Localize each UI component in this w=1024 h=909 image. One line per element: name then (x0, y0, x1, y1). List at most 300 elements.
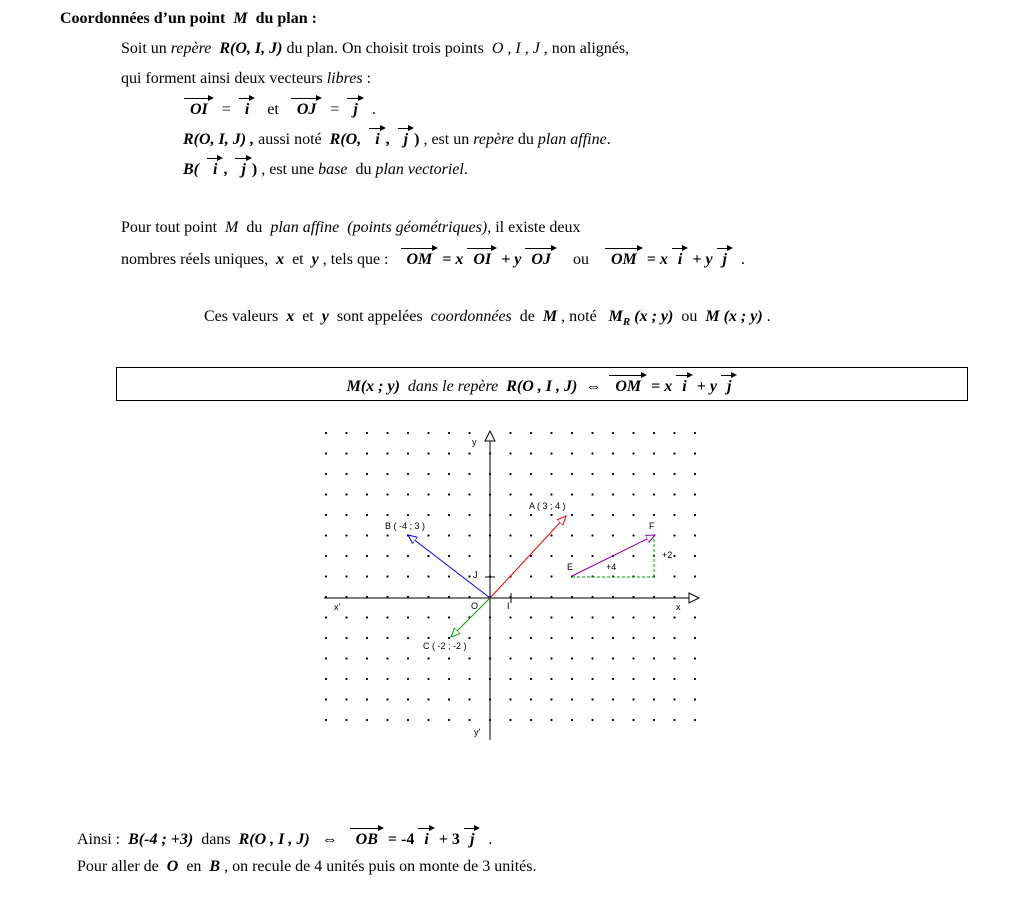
grid-dot (427, 555, 429, 557)
grid-dot (407, 616, 409, 618)
grid-dot (530, 473, 532, 475)
text: du (355, 161, 372, 178)
label-O: O (471, 601, 479, 611)
grid-dot (427, 473, 429, 475)
point-M: M (225, 219, 239, 236)
grid-dot (345, 719, 347, 721)
grid-dot (407, 678, 409, 680)
label-y-neg: y' (474, 727, 481, 737)
grid-dot (653, 452, 655, 454)
grid-dot (325, 637, 327, 639)
grid-dot (448, 534, 450, 536)
grid-dot (509, 452, 511, 454)
grid-dot (632, 452, 634, 454)
grid-dot (386, 534, 388, 536)
text: : (366, 70, 372, 87)
grid-dot (530, 493, 532, 495)
text: et (267, 101, 279, 118)
grid-dot (530, 637, 532, 639)
grid-dot (448, 657, 450, 659)
grid-dot (612, 452, 614, 454)
grid-dot (673, 678, 675, 680)
text: du plan. On choisit trois points (286, 40, 484, 57)
grid-dot (632, 657, 634, 659)
vector-j: j (398, 126, 414, 150)
grid-dot (694, 575, 696, 577)
grid-dot (366, 473, 368, 475)
text: , est un (423, 131, 470, 148)
grid-dot (612, 698, 614, 700)
vector-i: i (676, 373, 692, 397)
text: , noté (561, 308, 597, 325)
grid-dot (468, 473, 470, 475)
term-points-geometriques: (points géométriques) (347, 219, 488, 236)
text: de (519, 308, 535, 325)
grid-dot (591, 637, 593, 639)
grid-dot (325, 493, 327, 495)
grid-dot (694, 432, 696, 434)
grid-dot (366, 719, 368, 721)
grid-dot (448, 616, 450, 618)
grid-dot (673, 432, 675, 434)
grid-dot (530, 432, 532, 434)
text: ou (681, 308, 698, 325)
grid-dot (448, 514, 450, 516)
grid-dot (509, 473, 511, 475)
text: du (246, 219, 263, 236)
grid-dot (427, 534, 429, 536)
grid-dot (530, 534, 532, 536)
grid-dot (694, 473, 696, 475)
points-OIJ: O , I , J (491, 40, 540, 57)
grid-dot (448, 719, 450, 721)
label-A: A ( 3 ; 4 ) (529, 501, 566, 511)
vector-i: i (369, 126, 385, 150)
vector-OJ: OJ (291, 96, 323, 120)
grid-dot (632, 514, 634, 516)
grid-dot (386, 637, 388, 639)
grid-dot (673, 514, 675, 516)
grid-dot (427, 432, 429, 434)
grid-dot (571, 657, 573, 659)
text: Soit un (121, 40, 167, 57)
grid-dot (468, 719, 470, 721)
grid-dot (591, 493, 593, 495)
grid-dot (366, 616, 368, 618)
grid-dot (530, 657, 532, 659)
grid-dot (427, 575, 429, 577)
grid-dot (427, 637, 429, 639)
grid-dot (530, 575, 532, 577)
grid-dot (653, 473, 655, 475)
text: Ainsi : (77, 831, 121, 848)
text: . (741, 251, 745, 268)
equals: = (330, 101, 340, 118)
text: et (302, 308, 314, 325)
text: = x (646, 251, 668, 268)
grid-dot (530, 678, 532, 680)
grid-dot (407, 432, 409, 434)
grid-dot (571, 534, 573, 536)
grid-dot (366, 555, 368, 557)
grid-dot (325, 698, 327, 700)
grid-dot (468, 657, 470, 659)
label-F: F (649, 521, 655, 531)
text: Ces valeurs (204, 308, 279, 325)
grid-dot (694, 637, 696, 639)
grid-dot (448, 678, 450, 680)
grid-dot (673, 452, 675, 454)
grid-dot (694, 698, 696, 700)
text: aussi noté (258, 131, 322, 148)
equals: = (221, 101, 231, 118)
grid-dot (550, 473, 552, 475)
grid-dot (632, 637, 634, 639)
grid-dot (325, 514, 327, 516)
grid-dot (407, 575, 409, 577)
text: = -4 (387, 831, 415, 848)
grid-dot (550, 534, 552, 536)
term-plan-vectoriel: plan vectoriel (375, 161, 464, 178)
vector-j: j (235, 156, 251, 180)
label-y: y (472, 437, 477, 447)
grid-dot (407, 657, 409, 659)
grid-dot (325, 555, 327, 557)
grid-dot (345, 452, 347, 454)
grid-dot (653, 432, 655, 434)
grid-dot (448, 452, 450, 454)
text: sont appelées (336, 308, 423, 325)
grid-dot (325, 575, 327, 577)
text: nombres réels uniques, (121, 251, 269, 268)
grid-dot (386, 452, 388, 454)
grid-dot (468, 575, 470, 577)
axes (324, 431, 699, 740)
grid-dot (386, 514, 388, 516)
grid-dot (694, 534, 696, 536)
vector-j: j (464, 826, 480, 850)
grid-dot (386, 616, 388, 618)
grid-dot (550, 452, 552, 454)
grid-dot (345, 514, 347, 516)
grid-dot (386, 555, 388, 557)
grid-dot (509, 616, 511, 618)
text: du (517, 131, 534, 148)
term-base: base (318, 161, 348, 178)
grid-dot (345, 555, 347, 557)
label-J: J (473, 570, 478, 580)
text: . (463, 161, 468, 178)
grid-dot (448, 637, 450, 639)
grid-dot (612, 657, 614, 659)
grid-dot (591, 698, 593, 700)
grid-dot (427, 678, 429, 680)
grid-dot (632, 473, 634, 475)
text: , (385, 131, 390, 148)
grid-dot (345, 473, 347, 475)
vector-j: j (347, 96, 363, 120)
label-I: I (507, 601, 510, 611)
grid-dot (653, 493, 655, 495)
coords-M-xy: M(x ; y) (346, 378, 400, 395)
grid-dot (591, 616, 593, 618)
grid-dot (653, 637, 655, 639)
text: . (488, 831, 493, 848)
grid-dot (509, 698, 511, 700)
grid-dot (468, 678, 470, 680)
grid-dot (468, 555, 470, 557)
label-x-neg: x' (334, 602, 341, 612)
grid-dot (632, 493, 634, 495)
grid-dot (550, 432, 552, 434)
var-x: x (286, 308, 295, 325)
grid-dot (509, 555, 511, 557)
grid-dot (571, 719, 573, 721)
grid-dot (632, 534, 634, 536)
grid-dot (345, 493, 347, 495)
grid-dot (509, 514, 511, 516)
grid-dot (591, 555, 593, 557)
text: . (371, 101, 376, 118)
grid-dot (325, 678, 327, 680)
grid-dot (571, 678, 573, 680)
grid-dot (427, 493, 429, 495)
point-B-coords: B(-4 ; +3) (128, 831, 194, 848)
grid-dot (653, 616, 655, 618)
vector-j: j (721, 373, 737, 397)
vector-OB (408, 535, 490, 598)
grid-dot (673, 616, 675, 618)
text: en (186, 858, 202, 875)
grid-dot (345, 575, 347, 577)
grid-dot (325, 473, 327, 475)
grid-dot (468, 432, 470, 434)
grid-dot (571, 637, 573, 639)
grid-dot (509, 637, 511, 639)
vector-OJ: OJ (525, 246, 557, 270)
grid-dot (612, 473, 614, 475)
text: dans le repère (407, 378, 499, 395)
grid-dot (591, 473, 593, 475)
grid-dot (386, 473, 388, 475)
vector-OM: OM (605, 246, 643, 270)
text: . (766, 308, 771, 325)
grid-dot (530, 698, 532, 700)
term-coordonnees: coordonnées (430, 308, 512, 325)
grid-dot (530, 616, 532, 618)
grid-dot (530, 719, 532, 721)
grid-dot (366, 637, 368, 639)
grid-dot (509, 678, 511, 680)
heading-title: Coordonnées d’un point (60, 10, 226, 27)
vector-i: i (418, 826, 434, 850)
grid-dot (653, 678, 655, 680)
subscript-R: R (622, 316, 631, 329)
grid-dot (448, 493, 450, 495)
var-y: y (311, 251, 319, 268)
grid-dot (366, 514, 368, 516)
grid-dot (591, 657, 593, 659)
vector-i: i (672, 246, 688, 270)
grid-dot (325, 452, 327, 454)
term-plan-affine: plan affine (537, 131, 607, 148)
frame-R: R(O, (329, 131, 362, 148)
grid-dot (386, 493, 388, 495)
grid-dot (550, 555, 552, 557)
point-M: M (608, 308, 623, 325)
grid-dot (325, 657, 327, 659)
grid-dot (509, 432, 511, 434)
grid-dot (550, 719, 552, 721)
text: Pour aller de (77, 858, 159, 875)
grid-dot (325, 719, 327, 721)
term-repere: repère (170, 40, 212, 57)
grid-dot (386, 432, 388, 434)
grid-dot (694, 493, 696, 495)
grid-dot (530, 514, 532, 516)
coords-M-xy: M (x ; y) (705, 308, 763, 325)
grid-dot (468, 637, 470, 639)
grid-dot (694, 657, 696, 659)
grid-dot (407, 514, 409, 516)
grid-dot (694, 555, 696, 557)
frame-R: R(O, I, J) , (183, 131, 255, 148)
grid-dot (571, 555, 573, 557)
vector-i: i (239, 96, 255, 120)
grid-dot (571, 473, 573, 475)
grid-dot (468, 514, 470, 516)
grid-dot (571, 452, 573, 454)
grid-dot (612, 616, 614, 618)
text: , (223, 161, 228, 178)
grid-dot (366, 452, 368, 454)
grid-dot (427, 698, 429, 700)
grid-dot (407, 473, 409, 475)
grid-dot (612, 678, 614, 680)
grid-dot (325, 534, 327, 536)
grid-dot (673, 575, 675, 577)
grid-dot (673, 657, 675, 659)
label-dy: +2 (662, 550, 673, 560)
base-B: B( (183, 161, 199, 178)
grid-dot (530, 452, 532, 454)
grid-dot (345, 432, 347, 434)
grid-dot (407, 555, 409, 557)
grid-dot (694, 514, 696, 516)
grid-dot (612, 432, 614, 434)
grid-dot (468, 493, 470, 495)
grid-dot (591, 514, 593, 516)
grid-dot (612, 493, 614, 495)
grid-dot (345, 657, 347, 659)
grid-dot (632, 698, 634, 700)
vector-j: j (717, 246, 733, 270)
grid-dot (345, 616, 347, 618)
label-C: C ( -2 ; -2 ) (423, 641, 467, 651)
grid-dot (612, 534, 614, 536)
grid-dot (345, 698, 347, 700)
grid-dot (386, 719, 388, 721)
grid-dot (448, 432, 450, 434)
grid-dot (694, 452, 696, 454)
text: qui forment ainsi deux vecteurs (121, 70, 323, 87)
grid-dot (386, 575, 388, 577)
grid-dot (550, 657, 552, 659)
vector-OI: OI (184, 96, 214, 120)
grid-dot (407, 698, 409, 700)
grid-dot (632, 719, 634, 721)
text: , est une (261, 161, 315, 178)
x-axis-arrow-icon (689, 593, 699, 603)
grid-dot (673, 637, 675, 639)
text: Pour tout point (121, 219, 218, 236)
grid-dot (653, 514, 655, 516)
text: ) (414, 131, 420, 148)
grid-dot (386, 698, 388, 700)
grid-dot (673, 719, 675, 721)
grid-dot (571, 698, 573, 700)
vector-OM: OM (609, 373, 647, 397)
grid-dot (591, 432, 593, 434)
grid-dot (612, 637, 614, 639)
label-B: B ( -4 ; 3 ) (385, 521, 426, 531)
vector-i: i (207, 156, 223, 180)
grid-dot (571, 514, 573, 516)
grid-dot (673, 534, 675, 536)
frame-R: R(O, I, J) (219, 40, 283, 57)
grid-dot (673, 555, 675, 557)
label-x: x (676, 602, 681, 612)
grid-dot (550, 637, 552, 639)
grid-dot (386, 678, 388, 680)
grid-dot (427, 657, 429, 659)
grid-dot (366, 657, 368, 659)
grid-dot (550, 575, 552, 577)
vector-OB: OB (350, 826, 384, 850)
grid-dot (673, 473, 675, 475)
grid-dot (427, 514, 429, 516)
example-line-2 (77, 857, 536, 877)
grid-dot (591, 678, 593, 680)
grid-dot (407, 452, 409, 454)
text: , non alignés, (543, 40, 630, 57)
grid-dot (632, 678, 634, 680)
grid-dot (632, 616, 634, 618)
grid-dot (427, 719, 429, 721)
text: + 3 (438, 831, 460, 848)
grid-dot (571, 432, 573, 434)
grid-dot (509, 719, 511, 721)
grid-dot (632, 432, 634, 434)
grid-dot (550, 678, 552, 680)
point-O: O (166, 858, 179, 875)
grid-dot (509, 534, 511, 536)
heading-point: M (233, 10, 248, 27)
grid-dot (448, 473, 450, 475)
grid-dot (673, 698, 675, 700)
heading-rest: du plan : (255, 10, 317, 27)
grid-dot (407, 719, 409, 721)
point-M: M (542, 308, 558, 325)
grid-dot (694, 678, 696, 680)
text: + y (501, 251, 522, 268)
grid-dot (612, 514, 614, 516)
y-axis-arrow-icon (485, 431, 495, 441)
grid-dot (345, 534, 347, 536)
iff-symbol: ⇔ (585, 378, 602, 395)
grid-dot (407, 637, 409, 639)
grid-dot (366, 432, 368, 434)
